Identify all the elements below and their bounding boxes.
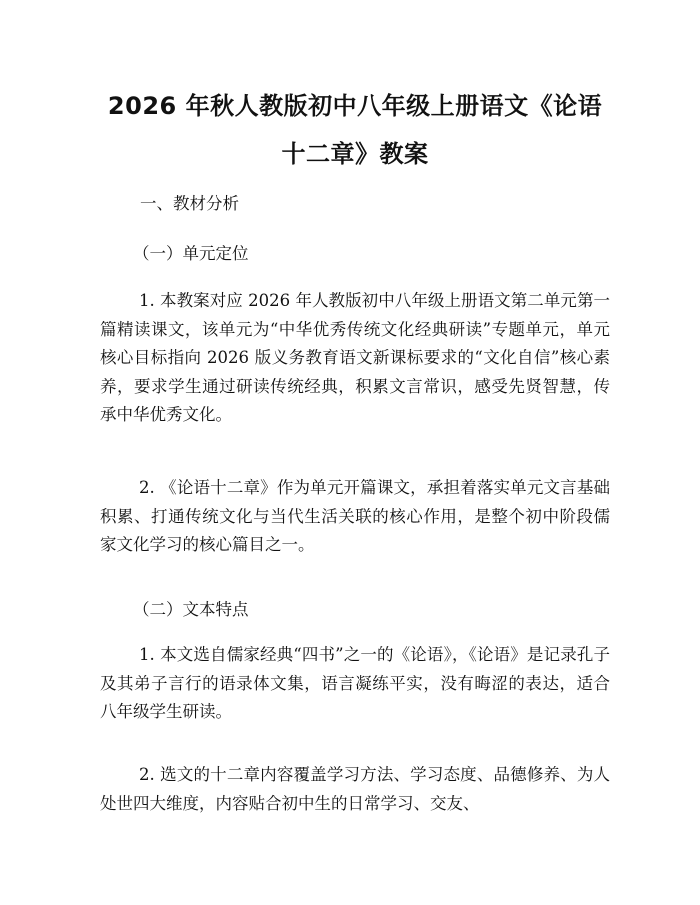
- subsection-heading-text-features: （二）文本特点: [133, 600, 249, 619]
- document-title-line2: 十二章》教案: [281, 140, 429, 168]
- paragraph-text-features-1: 1. 本文选自儒家经典“四书”之一的《论语》，《论语》是记录孔子及其弟子言行的语录体文集，语言凝练平实，没有晦涩的表达，适合八年级学生研读。: [100, 645, 610, 721]
- paragraph-unit-positioning-1: 1. 本教案对应 2026 年人教版初中八年级上册语文第二单元第一篇精读课文，该单元为“中华优秀传统文化经典研读”专题单元，单元核心目标指向 2026 版义务教育语文新课标要求的“文化自信”核心素养，要求学生通过研读传统经典，积累文言常识，感受先贤智慧，传承中华优秀文化。: [100, 291, 610, 424]
- paragraph-unit-positioning-2: 2. 《论语十二章》作为单元开篇课文，承担着落实单元文言基础积累、打通传统文化与当代生活关联的核心作用，是整个初中阶段儒家文化学习的核心篇目之一。: [100, 478, 610, 554]
- paragraph-text-features-2: 2. 选文的十二章内容覆盖学习方法、学习态度、品德修养、为人处世四大维度，内容贴合初中生的日常学习、交友、: [100, 765, 610, 813]
- document-title-line1: 2026 年秋人教版初中八年级上册语文《论语: [107, 92, 603, 120]
- subsection-heading-unit-positioning: （一）单元定位: [133, 244, 249, 263]
- section-heading-textbook-analysis: 一、教材分析: [140, 194, 239, 213]
